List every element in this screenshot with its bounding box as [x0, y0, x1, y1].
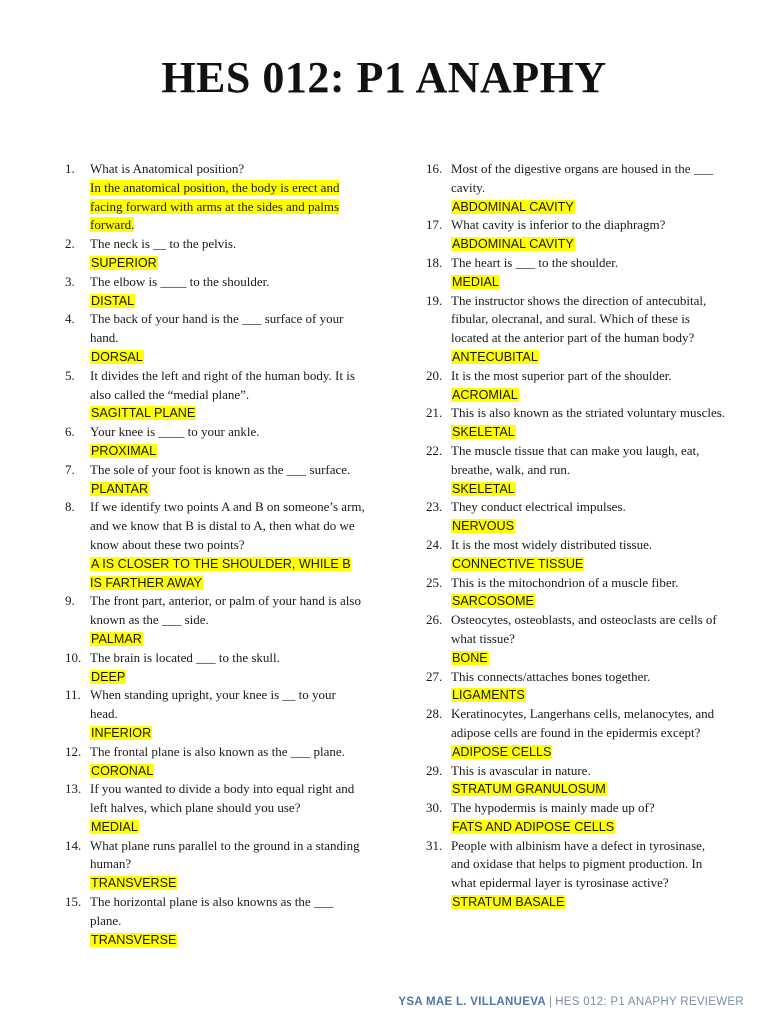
answer — [90, 724, 365, 743]
answer — [451, 273, 726, 292]
answer-highlight: ABDOMINAL CAVITY — [452, 199, 574, 214]
question-text: The elbow is ____ to the shoulder. — [90, 273, 270, 289]
question-item — [65, 367, 365, 423]
answer — [90, 292, 365, 311]
question-item — [426, 611, 726, 667]
answer-highlight: CORONAL — [91, 763, 154, 778]
question-text: People with albinism have a defect in tyrosinase, and oxidase that helps to pigment production. In what epidermal layer is tyrosinase active? — [451, 837, 706, 891]
question-text: If you wanted to divide a body into equal right and left halves, which plane should you use? — [90, 781, 355, 816]
question-text: Most of the digestive organs are housed in the ___ cavity. — [451, 161, 714, 195]
answer — [451, 555, 726, 574]
question-number: 15. — [65, 894, 82, 910]
question-number: 5. — [65, 367, 75, 383]
answer-highlight: In the anatomical position, the body is erect and facing forward with arms at the sides and palms forward. — [90, 179, 340, 233]
answer-highlight: FATS AND ADIPOSE CELLS — [452, 819, 615, 834]
left-column — [65, 160, 365, 949]
question-item — [65, 893, 365, 949]
question-item — [65, 743, 365, 781]
question-text: The neck is __ to the pelvis. — [90, 236, 237, 252]
question-item — [426, 367, 726, 405]
answer-highlight: DORSAL — [91, 349, 143, 364]
question-number: 6. — [65, 424, 75, 440]
answer — [90, 555, 365, 593]
question-text: The front part, anterior, or palm of your hand is also known as the ___ side. — [90, 593, 361, 628]
question-item — [426, 216, 726, 254]
question-number: 10. — [65, 649, 82, 665]
answer — [451, 592, 726, 611]
question-text: The heart is ___ to the shoulder. — [451, 254, 619, 270]
answer-highlight: PLANTAR — [91, 481, 149, 496]
question-text: If we identify two points A and B on someone’s arm, and we know that B is distal to A, then what do we know about these two points? — [90, 499, 365, 552]
question-text: When standing upright, your knee is __ to your head. — [90, 687, 336, 722]
question-item — [65, 837, 365, 893]
question-number: 9. — [65, 593, 75, 609]
answer-highlight: STRATUM BASALE — [452, 895, 565, 910]
footer-separator: | — [548, 996, 553, 1008]
question-text: Keratinocytes, Langerhans cells, melanocytes, and adipose cells are found in the epidermis except? — [451, 706, 715, 740]
answer — [90, 931, 365, 950]
question-text: The frontal plane is also known as the ___ plane. — [90, 743, 345, 759]
question-number: 22. — [426, 442, 443, 458]
question-number: 27. — [426, 668, 443, 684]
question-text: Osteocytes, osteoblasts, and osteoclasts are cells of what tissue? — [451, 612, 717, 646]
question-number: 11. — [65, 687, 81, 703]
question-text: The horizontal plane is also knowns as the ___ plane. — [90, 894, 334, 928]
answer-highlight: TRANSVERSE — [91, 876, 177, 891]
answer — [451, 780, 726, 799]
question-item — [426, 160, 726, 216]
answer-highlight: ACROMIAL — [452, 387, 518, 402]
answer-highlight: TRANSVERSE — [91, 932, 177, 947]
question-number: 1. — [65, 161, 75, 176]
question-item — [65, 780, 365, 836]
answer — [451, 386, 726, 405]
answer-highlight: SKELETAL — [452, 425, 515, 440]
answer — [451, 480, 726, 499]
question-text: What cavity is inferior to the diaphragm? — [451, 217, 666, 233]
question-text: The back of your hand is the ___ surface of your hand. — [90, 311, 344, 346]
answer — [90, 254, 365, 273]
answer — [451, 235, 726, 254]
question-item — [426, 498, 726, 536]
question-number: 17. — [426, 217, 443, 233]
footer-author: YSA MAE L. VILLANUEVA — [398, 996, 546, 1008]
answer-highlight: STRATUM GRANULOSUM — [452, 782, 606, 797]
question-item — [426, 404, 726, 442]
answer-highlight: LIGAMENTS — [452, 688, 525, 703]
question-text: The muscle tissue that can make you laugh, eat, breathe, walk, and run. — [451, 442, 700, 477]
question-item — [65, 461, 365, 499]
question-text: They conduct electrical impulses. — [451, 499, 626, 515]
answer-highlight: SUPERIOR — [91, 255, 157, 270]
question-number: 3. — [65, 273, 75, 289]
question-number: 23. — [426, 499, 443, 515]
answer-highlight: PALMAR — [91, 631, 142, 646]
question-item — [65, 498, 365, 592]
question-item — [65, 686, 365, 742]
question-text: It divides the left and right of the human body. It is also called the “medial plane”. — [90, 367, 355, 402]
answer — [451, 198, 726, 217]
answer — [451, 517, 726, 536]
answer — [90, 480, 365, 499]
page-footer — [398, 996, 744, 1008]
footer-doc-title: HES 012: P1 ANAPHY REVIEWER — [555, 996, 744, 1008]
question-number: 20. — [426, 367, 443, 383]
right-column — [426, 160, 726, 912]
question-item — [65, 273, 365, 311]
answer — [90, 762, 365, 781]
answer — [90, 630, 365, 649]
question-number: 8. — [65, 499, 75, 515]
question-item — [426, 292, 726, 367]
question-item — [65, 423, 365, 461]
answer — [451, 893, 726, 912]
question-item — [65, 592, 365, 648]
answer-highlight: CONNECTIVE TISSUE — [452, 556, 584, 571]
question-text: The sole of your foot is known as the ___ surface. — [90, 461, 351, 477]
answer — [90, 668, 365, 687]
question-number: 25. — [426, 574, 443, 590]
page-title: HES 012: P1 ANAPHY — [161, 53, 607, 102]
answer-highlight: SARCOSOME — [452, 594, 534, 609]
question-item — [426, 442, 726, 498]
answer — [90, 179, 365, 235]
question-number: 2. — [65, 236, 75, 252]
question-text: It is the most superior part of the shoulder. — [451, 367, 672, 383]
question-item — [426, 799, 726, 837]
answer-highlight: ABDOMINAL CAVITY — [452, 237, 574, 252]
answer-highlight: PROXIMAL — [91, 443, 157, 458]
question-text: This is also known as the striated voluntary muscles. — [451, 405, 726, 421]
question-text: This is avascular in nature. — [451, 762, 591, 778]
question-item — [426, 536, 726, 574]
answer — [90, 348, 365, 367]
answer-highlight: DEEP — [91, 669, 126, 684]
question-item — [65, 649, 365, 687]
answer — [90, 404, 365, 423]
answer — [451, 743, 726, 762]
question-number: 30. — [426, 800, 443, 816]
question-item — [426, 837, 726, 912]
answer — [451, 348, 726, 367]
answer-highlight: MEDIAL — [91, 819, 138, 834]
question-text: This is the mitochondrion of a muscle fiber. — [451, 574, 679, 590]
question-item — [426, 668, 726, 706]
question-number: 4. — [65, 311, 75, 327]
answer-highlight: MEDIAL — [452, 274, 499, 289]
answer-highlight: ANTECUBITAL — [452, 349, 538, 364]
question-text: This connects/attaches bones together. — [451, 668, 651, 684]
answer-highlight: NERVOUS — [452, 519, 515, 534]
question-number: 19. — [426, 292, 443, 308]
question-number: 26. — [426, 612, 443, 628]
answer-highlight: A IS CLOSER TO THE SHOULDER, WHILE B IS FARTHER AWAY — [90, 556, 351, 590]
answer-highlight: BONE — [452, 650, 488, 665]
answer — [90, 442, 365, 461]
question-number: 16. — [426, 161, 443, 176]
answer-highlight: SAGITTAL PLANE — [91, 406, 196, 421]
answer — [90, 818, 365, 837]
question-number: 18. — [426, 254, 443, 270]
answer — [451, 686, 726, 705]
answer-highlight: DISTAL — [91, 293, 135, 308]
question-number: 14. — [65, 837, 82, 853]
question-text: The hypodermis is mainly made up of? — [451, 800, 655, 816]
question-number: 31. — [426, 837, 443, 853]
question-text: The brain is located ___ to the skull. — [90, 649, 280, 665]
answer — [451, 423, 726, 442]
question-text: It is the most widely distributed tissue. — [451, 536, 653, 552]
question-item — [426, 762, 726, 800]
question-number: 28. — [426, 706, 443, 722]
question-text: What plane runs parallel to the ground in a standing human? — [90, 837, 360, 872]
question-number: 24. — [426, 536, 443, 552]
question-item — [426, 574, 726, 612]
question-item — [426, 254, 726, 292]
question-number: 21. — [426, 405, 443, 421]
question-item — [65, 310, 365, 366]
answer-highlight: INFERIOR — [91, 725, 152, 740]
question-text: The instructor shows the direction of antecubital, fibular, olecranal, and sural. Which of these is located at the anterior part of the human body? — [451, 292, 707, 346]
answer-highlight: ADIPOSE CELLS — [452, 744, 552, 759]
question-number: 13. — [65, 781, 82, 797]
question-number: 12. — [65, 743, 82, 759]
question-text: Your knee is ____ to your ankle. — [90, 424, 260, 440]
question-item — [65, 235, 365, 273]
question-number: 7. — [65, 461, 75, 477]
answer-highlight: SKELETAL — [452, 481, 515, 496]
question-item — [426, 705, 726, 761]
question-text: What is Anatomical position? — [90, 161, 245, 176]
answer — [451, 649, 726, 668]
question-number: 29. — [426, 762, 443, 778]
question-item — [65, 160, 365, 235]
answer — [90, 874, 365, 893]
answer — [451, 818, 726, 837]
